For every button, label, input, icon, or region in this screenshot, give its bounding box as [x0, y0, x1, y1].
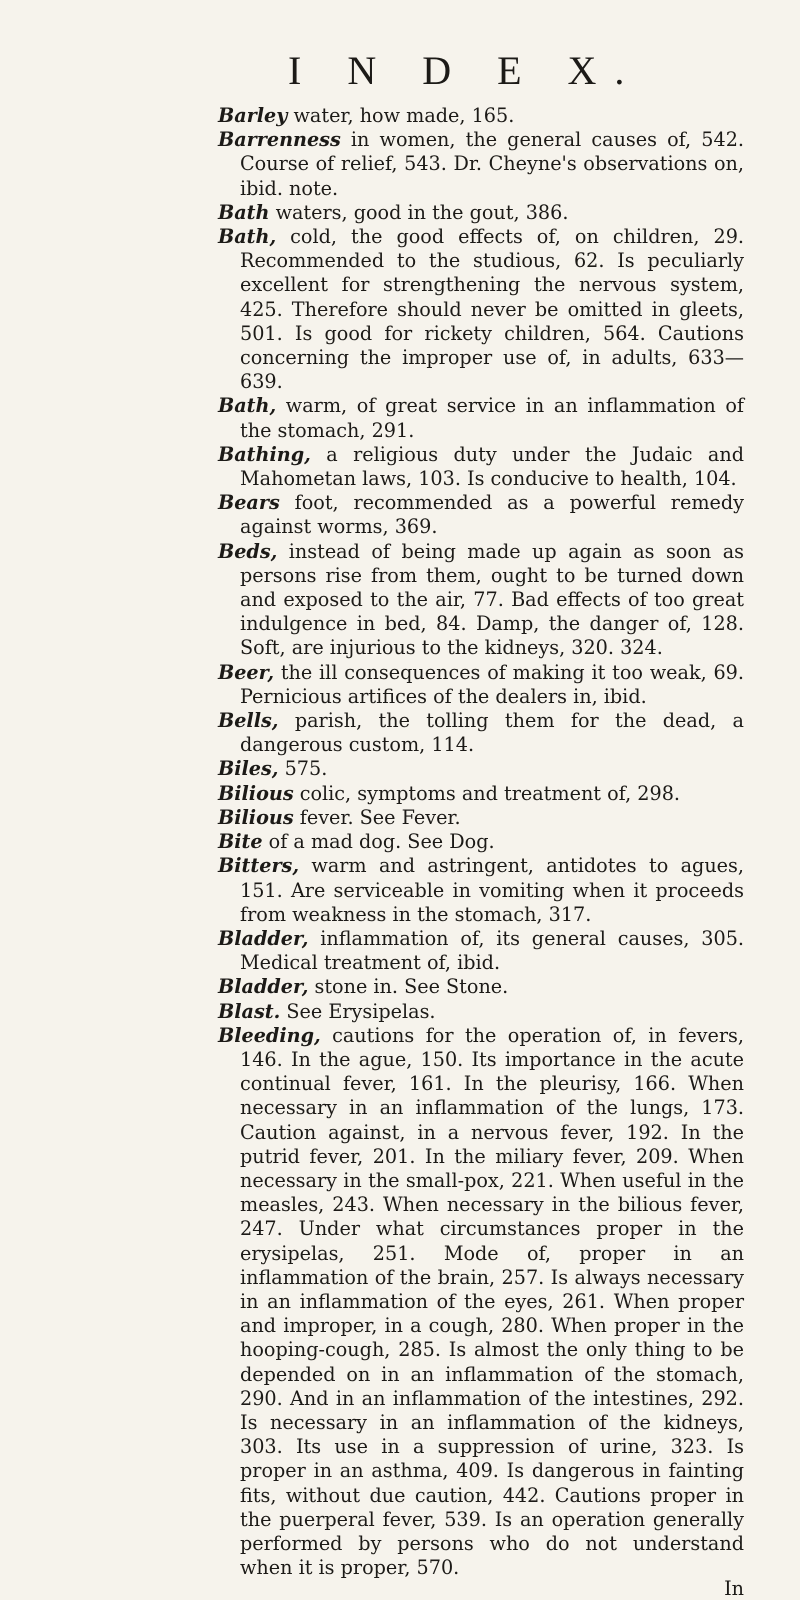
entry-term: Bears: [218, 491, 280, 515]
index-entry: [218, 709, 744, 757]
index-entry: [218, 806, 744, 830]
index-entry: [218, 540, 744, 661]
index-entry: [218, 830, 744, 854]
entry-text: foot, recommended as a powerful remedy against worms, 369.: [240, 491, 744, 539]
entry-text: in women, the general causes of, 542. Course of relief, 543. Dr. Cheyne's observations on, ibid. note.: [240, 128, 744, 200]
page-title: I N D E X.: [288, 48, 643, 93]
entry-term: Blast.: [218, 999, 281, 1023]
entry-term: Bells,: [218, 709, 279, 733]
index-entry: [218, 927, 744, 975]
entry-term: Bladder,: [218, 975, 309, 999]
index-entry: [218, 394, 744, 442]
entry-term: Biles,: [218, 757, 279, 781]
index-entry: [218, 1000, 744, 1024]
entry-text: waters, good in the gout, 386.: [269, 200, 569, 224]
entry-text: See Erysipelas.: [280, 999, 436, 1023]
entry-text: instead of being made up again as soon as persons rise from them, ought to be turned down and exposed to the air, 77. Bad effects of too great indulgence in bed, 84. Damp, the danger of, 128. Soft, are injurious to the kidneys, 320. 324.: [240, 539, 744, 660]
entry-term: Bite: [218, 830, 263, 854]
entry-text: parish, the tolling them for the dead, a dangerous custom, 114.: [240, 709, 744, 757]
index-entry: [218, 1024, 744, 1581]
entry-term: Bath,: [218, 225, 277, 249]
index-entry: [218, 854, 744, 927]
entry-term: Bladder,: [218, 926, 309, 950]
entry-text: of a mad dog. See Dog.: [262, 830, 495, 854]
entry-term: Barley: [218, 104, 288, 127]
index-entry: [218, 491, 744, 539]
index-entry: [218, 225, 744, 394]
entry-term: Bleeding,: [218, 1023, 321, 1047]
entry-term: Bilious: [218, 805, 294, 829]
index-entry: [218, 782, 744, 806]
index-entries: [218, 104, 744, 1580]
index-entry: [218, 443, 744, 491]
entry-text: inflammation of, its general causes, 305. Medical treatment of, ibid.: [240, 926, 744, 975]
entry-text: 575.: [278, 757, 328, 781]
entry-term: Bath: [218, 200, 270, 224]
entry-term: Beds,: [218, 539, 278, 563]
entry-text: fever. See Fever.: [293, 805, 461, 829]
index-entry: [218, 661, 744, 709]
entry-text: the ill consequences of making it too weak, 69. Pernicious artifices of the dealers in, ibid.: [240, 660, 744, 708]
index-entry: [218, 104, 744, 128]
index-entry: [218, 201, 744, 225]
entry-term: Barrenness: [218, 128, 341, 152]
entry-term: Bath,: [218, 394, 277, 418]
entry-text: cautions for the operation of, in fevers, 146. In the ague, 150. Its importance in the acute continual fever, 161. In the pleurisy, 166. When necessary in an inflammation of the lungs, 173. Caution against, in a nervous fever, 192. In the putrid fever, 201. In the miliary fever, 209. When necessary in the small-pox, 221. When useful in the measles, 243. When necessary in the bilious fever, 247. Under what circumstances proper in the erysipelas, 251. Mode of, proper in an inflammation of the brain, 257. Is always necessary in an inflammation of the eyes, 261. When proper and improper, in a cough, 280. When proper in the hooping-cough, 285. Is almost the only thing to be depended on in an inflammation of the stomach, 290. And in an inflammation of the intestines, 292. Is necessary in an inflammation of the kidneys, 303. Its use in a suppression of urine, 323. Is proper in an asthma, 409. Is dangerous in fainting fits, without due caution, 442. Cautions proper in the puerperal fever, 539. Is an operation generally performed by persons who do not understand when it is proper, 570.: [240, 1023, 744, 1580]
entry-text: a religious duty under the Judaic and Mahometan laws, 103. Is conducive to health, 104.: [240, 442, 744, 491]
index-entry: [218, 975, 744, 999]
entry-text: colic, symptoms and treatment of, 298.: [293, 781, 680, 805]
catchword: In: [724, 1577, 744, 1600]
index-entry: [218, 128, 744, 201]
entry-term: Bathing,: [218, 442, 311, 466]
entry-term: Beer,: [218, 660, 275, 684]
entry-text: stone in. See Stone.: [308, 975, 509, 999]
entry-text: water, how made, 165.: [287, 104, 515, 127]
index-entry: [218, 757, 744, 781]
entry-text: warm, of great service in an inflammation of the stomach, 291.: [240, 394, 744, 442]
entry-text: warm and astringent, antidotes to agues, 151. Are serviceable in vomiting when it proceeds from weakness in the stomach, 317.: [240, 854, 744, 926]
entry-term: Bitters,: [218, 854, 300, 878]
entry-term: Bilious: [218, 781, 294, 805]
entry-text: cold, the good effects of, on children, 29. Recommended to the studious, 62. Is peculiarly excellent for strengthening the nervous system, 425. Therefore should never be omitted in gleets, 501. Is good for rickety children, 564. Cautions concerning the improper use of, in adults, 633—639.: [240, 225, 744, 394]
